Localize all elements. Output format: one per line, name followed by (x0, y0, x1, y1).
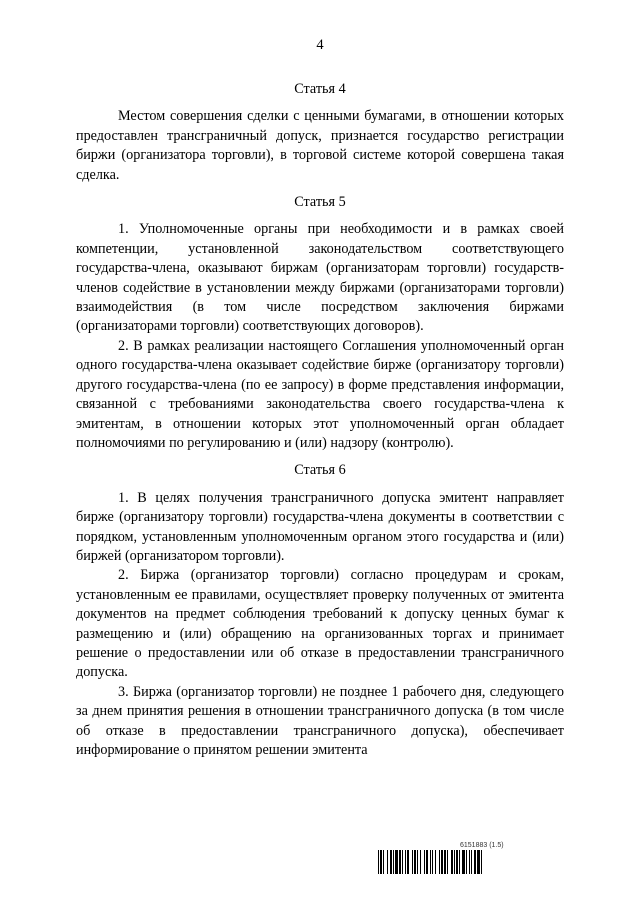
document-body (76, 80, 564, 760)
article-5-paragraph-1: 1. Уполномоченные органы при необходимости и в рамках своей компетенции, установленной законодательством соответствующего государства-члена, оказывают биржам (организаторам торговли) государств-членов содействие в установлении между биржами (организаторами торговли) взаимодействия (в том числе посредством заключения биржами (организаторами торговли) соответствующих договоров). (76, 221, 564, 335)
barcode-image (378, 850, 564, 874)
article-5-paragraph-2: 2. В рамках реализации настоящего Соглашения уполномоченный орган одного государства-члена оказывает содействие бирже (организатору торговли) другого государства-члена (по ее запросу) в форме представления информации, связанной с требованиями законодательства своего государства-члена к эмитентам, в отношении которых этот уполномоченный орган обладает полномочиями по регулированию и (или) надзору (контролю). (76, 337, 564, 451)
article-6-paragraph-3: 3. Биржа (организатор торговли) не позднее 1 рабочего дня, следующего за днем принятия решения в отношении трансграничного допуска (в том числе об отказе в предоставлении трансграничного допуска), обеспечивает информирование о принятом решении эмитента (76, 683, 564, 758)
article-4-paragraph: Местом совершения сделки с ценными бумагами, в отношении которых предоставлен трансграничный допуск, признается государство регистрации биржи (организатора торговли), в торговой системе которой совершена такая сделка. (76, 108, 564, 183)
barcode-block (378, 842, 564, 874)
barcode-number: 6151883 (1.5) (460, 842, 504, 849)
article-6-paragraph-1: 1. В целях получения трансграничного допуска эмитент направляет бирже (организатору торговли) государства-члена документы в соответствии с порядком, установленным уполномоченным органом этого государства и (или) биржей (организатором торговли). (76, 489, 564, 564)
article-4-heading: Статья 4 (294, 81, 346, 97)
article-5-heading: Статья 5 (294, 194, 346, 211)
article-6-paragraph-2: 2. Биржа (организатор торговли) согласно процедурам и срокам, установленным ее правилами, осуществляет проверку полученных от эмитента документов на предмет соблюдения требований к допуску ценных бумаг к размещению и (или) обращению на организованных торгах и принимает решение о предоставлении или об отказе в предоставлении трансграничного допуска. (76, 567, 564, 681)
article-6-heading: Статья 6 (294, 462, 346, 479)
page-number: 4 (316, 37, 324, 53)
